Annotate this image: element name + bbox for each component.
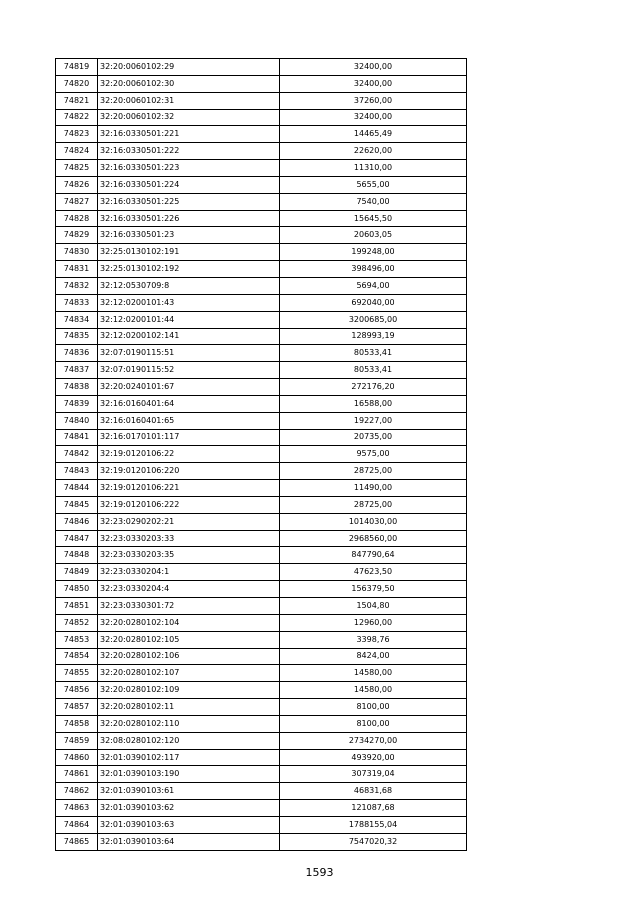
row-number-cell: 74820 [56,75,98,92]
cadastral-number-cell: 32:07:0190115:51 [98,345,280,362]
row-number-cell: 74832 [56,277,98,294]
value-cell: 1504,80 [280,598,467,615]
cadastral-number-cell: 32:01:0390103:190 [98,766,280,783]
table-row [56,261,467,278]
value-cell: 80533,41 [280,362,467,379]
row-number-cell: 74862 [56,783,98,800]
value-cell: 19227,00 [280,412,467,429]
row-number-cell: 74841 [56,429,98,446]
row-number-cell: 74860 [56,749,98,766]
row-number-cell: 74825 [56,160,98,177]
table-row [56,160,467,177]
cadastral-number-cell: 32:25:0130102:192 [98,261,280,278]
table-row [56,277,467,294]
row-number-cell: 74864 [56,816,98,833]
value-cell: 32400,00 [280,109,467,126]
value-cell: 8424,00 [280,648,467,665]
table-row [56,648,467,665]
cadastral-number-cell: 32:12:0200102:141 [98,328,280,345]
cadastral-number-cell: 32:07:0190115:52 [98,362,280,379]
cadastral-number-cell: 32:01:0390103:63 [98,816,280,833]
row-number-cell: 74849 [56,564,98,581]
cadastral-number-cell: 32:19:0120106:220 [98,463,280,480]
cadastral-number-cell: 32:16:0160401:65 [98,412,280,429]
table-row [56,210,467,227]
cadastral-number-cell: 32:20:0280102:110 [98,715,280,732]
value-cell: 128993,19 [280,328,467,345]
row-number-cell: 74855 [56,665,98,682]
value-cell: 14580,00 [280,682,467,699]
table-row [56,614,467,631]
value-cell: 1788155,04 [280,816,467,833]
table-row [56,665,467,682]
table-row [56,783,467,800]
value-cell: 272176,20 [280,379,467,396]
table-row [56,109,467,126]
value-cell: 847790,64 [280,547,467,564]
row-number-cell: 74863 [56,800,98,817]
cadastral-number-cell: 32:20:0280102:109 [98,682,280,699]
row-number-cell: 74847 [56,530,98,547]
cadastral-number-cell: 32:01:0390103:62 [98,800,280,817]
row-number-cell: 74828 [56,210,98,227]
table-body [56,59,467,851]
row-number-cell: 74837 [56,362,98,379]
cadastral-number-cell: 32:23:0290202:21 [98,513,280,530]
value-cell: 7540,00 [280,193,467,210]
row-number-cell: 74846 [56,513,98,530]
cadastral-number-cell: 32:01:0390102:117 [98,749,280,766]
table-row [56,412,467,429]
value-cell: 32400,00 [280,75,467,92]
value-cell: 1014030,00 [280,513,467,530]
value-cell: 3398,76 [280,631,467,648]
cadastral-number-cell: 32:12:0530709:8 [98,277,280,294]
table-row [56,581,467,598]
table-row [56,395,467,412]
row-number-cell: 74853 [56,631,98,648]
table-row [56,429,467,446]
cadastral-number-cell: 32:16:0330501:223 [98,160,280,177]
value-cell: 2968560,00 [280,530,467,547]
table-row [56,766,467,783]
cadastral-number-cell: 32:23:0330203:35 [98,547,280,564]
table-row [56,311,467,328]
table-row [56,513,467,530]
cadastral-number-cell: 32:16:0330501:222 [98,143,280,160]
cadastral-number-cell: 32:20:0060102:30 [98,75,280,92]
row-number-cell: 74852 [56,614,98,631]
table-row [56,530,467,547]
cadastral-number-cell: 32:20:0280102:106 [98,648,280,665]
value-cell: 28725,00 [280,496,467,513]
cadastral-number-cell: 32:16:0160401:64 [98,395,280,412]
cadastral-number-cell: 32:20:0280102:104 [98,614,280,631]
value-cell: 199248,00 [280,244,467,261]
row-number-cell: 74844 [56,480,98,497]
cadastral-number-cell: 32:12:0200101:43 [98,294,280,311]
value-cell: 11490,00 [280,480,467,497]
table-row [56,833,467,850]
row-number-cell: 74833 [56,294,98,311]
value-cell: 121087,68 [280,800,467,817]
table-row [56,682,467,699]
value-cell: 32400,00 [280,59,467,76]
row-number-cell: 74824 [56,143,98,160]
value-cell: 28725,00 [280,463,467,480]
row-number-cell: 74823 [56,126,98,143]
cadastral-number-cell: 32:20:0060102:32 [98,109,280,126]
value-cell: 20603,05 [280,227,467,244]
row-number-cell: 74838 [56,379,98,396]
page-number: 1593 [305,866,334,879]
value-cell: 8100,00 [280,699,467,716]
row-number-cell: 74861 [56,766,98,783]
cadastral-number-cell: 32:23:0330301:72 [98,598,280,615]
table-row [56,816,467,833]
cadastral-number-cell: 32:20:0240101:67 [98,379,280,396]
row-number-cell: 74836 [56,345,98,362]
table-row [56,446,467,463]
table-row [56,59,467,76]
table-row [56,732,467,749]
value-cell: 307319,04 [280,766,467,783]
table-row [56,126,467,143]
row-number-cell: 74834 [56,311,98,328]
table-row [56,547,467,564]
cadastral-number-cell: 32:23:0330204:4 [98,581,280,598]
cadastral-number-cell: 32:01:0390103:61 [98,783,280,800]
cadastral-number-cell: 32:25:0130102:191 [98,244,280,261]
row-number-cell: 74822 [56,109,98,126]
table-row [56,480,467,497]
table-row [56,379,467,396]
table-row [56,176,467,193]
table-row [56,227,467,244]
cadastral-number-cell: 32:16:0330501:226 [98,210,280,227]
row-number-cell: 74830 [56,244,98,261]
row-number-cell: 74851 [56,598,98,615]
row-number-cell: 74827 [56,193,98,210]
value-cell: 3200685,00 [280,311,467,328]
table-row [56,92,467,109]
table-row [56,715,467,732]
row-number-cell: 74865 [56,833,98,850]
row-number-cell: 74839 [56,395,98,412]
table-row [56,463,467,480]
cadastral-number-cell: 32:12:0200101:44 [98,311,280,328]
row-number-cell: 74854 [56,648,98,665]
table-row [56,345,467,362]
table-row [56,496,467,513]
table-row [56,193,467,210]
value-cell: 14465,49 [280,126,467,143]
row-number-cell: 74835 [56,328,98,345]
row-number-cell: 74858 [56,715,98,732]
cadastral-number-cell: 32:20:0280102:107 [98,665,280,682]
cadastral-value-table [55,58,467,851]
table-row [56,800,467,817]
value-cell: 20735,00 [280,429,467,446]
value-cell: 398496,00 [280,261,467,278]
value-cell: 15645,50 [280,210,467,227]
value-cell: 493920,00 [280,749,467,766]
value-cell: 2734270,00 [280,732,467,749]
cadastral-number-cell: 32:20:0280102:105 [98,631,280,648]
row-number-cell: 74829 [56,227,98,244]
cadastral-number-cell: 32:16:0330501:23 [98,227,280,244]
value-cell: 22620,00 [280,143,467,160]
value-cell: 47623,50 [280,564,467,581]
table-row [56,598,467,615]
value-cell: 5694,00 [280,277,467,294]
row-number-cell: 74831 [56,261,98,278]
row-number-cell: 74857 [56,699,98,716]
cadastral-number-cell: 32:19:0120106:221 [98,480,280,497]
table-row [56,699,467,716]
row-number-cell: 74821 [56,92,98,109]
value-cell: 80533,41 [280,345,467,362]
cadastral-number-cell: 32:19:0120106:222 [98,496,280,513]
value-cell: 37260,00 [280,92,467,109]
row-number-cell: 74845 [56,496,98,513]
cadastral-number-cell: 32:20:0060102:31 [98,92,280,109]
value-cell: 9575,00 [280,446,467,463]
value-cell: 8100,00 [280,715,467,732]
cadastral-number-cell: 32:23:0330204:1 [98,564,280,581]
cadastral-number-cell: 32:23:0330203:33 [98,530,280,547]
table-row [56,244,467,261]
table-row [56,75,467,92]
row-number-cell: 74840 [56,412,98,429]
value-cell: 12960,00 [280,614,467,631]
table-row [56,143,467,160]
cadastral-number-cell: 32:19:0120106:22 [98,446,280,463]
row-number-cell: 74848 [56,547,98,564]
row-number-cell: 74859 [56,732,98,749]
row-number-cell: 74819 [56,59,98,76]
cadastral-number-cell: 32:20:0280102:11 [98,699,280,716]
cadastral-number-cell: 32:20:0060102:29 [98,59,280,76]
cadastral-number-cell: 32:08:0280102:120 [98,732,280,749]
cadastral-number-cell: 32:16:0330501:221 [98,126,280,143]
value-cell: 14580,00 [280,665,467,682]
table-row [56,564,467,581]
table-row [56,294,467,311]
value-cell: 692040,00 [280,294,467,311]
table-row [56,362,467,379]
row-number-cell: 74850 [56,581,98,598]
table-row [56,328,467,345]
row-number-cell: 74856 [56,682,98,699]
row-number-cell: 74826 [56,176,98,193]
value-cell: 46831,68 [280,783,467,800]
value-cell: 156379,50 [280,581,467,598]
cadastral-number-cell: 32:16:0330501:225 [98,193,280,210]
table-row [56,749,467,766]
value-cell: 5655,00 [280,176,467,193]
value-cell: 16588,00 [280,395,467,412]
cadastral-number-cell: 32:01:0390103:64 [98,833,280,850]
value-cell: 11310,00 [280,160,467,177]
cadastral-number-cell: 32:16:0170101:117 [98,429,280,446]
row-number-cell: 74843 [56,463,98,480]
table-row [56,631,467,648]
value-cell: 7547020,32 [280,833,467,850]
cadastral-number-cell: 32:16:0330501:224 [98,176,280,193]
row-number-cell: 74842 [56,446,98,463]
